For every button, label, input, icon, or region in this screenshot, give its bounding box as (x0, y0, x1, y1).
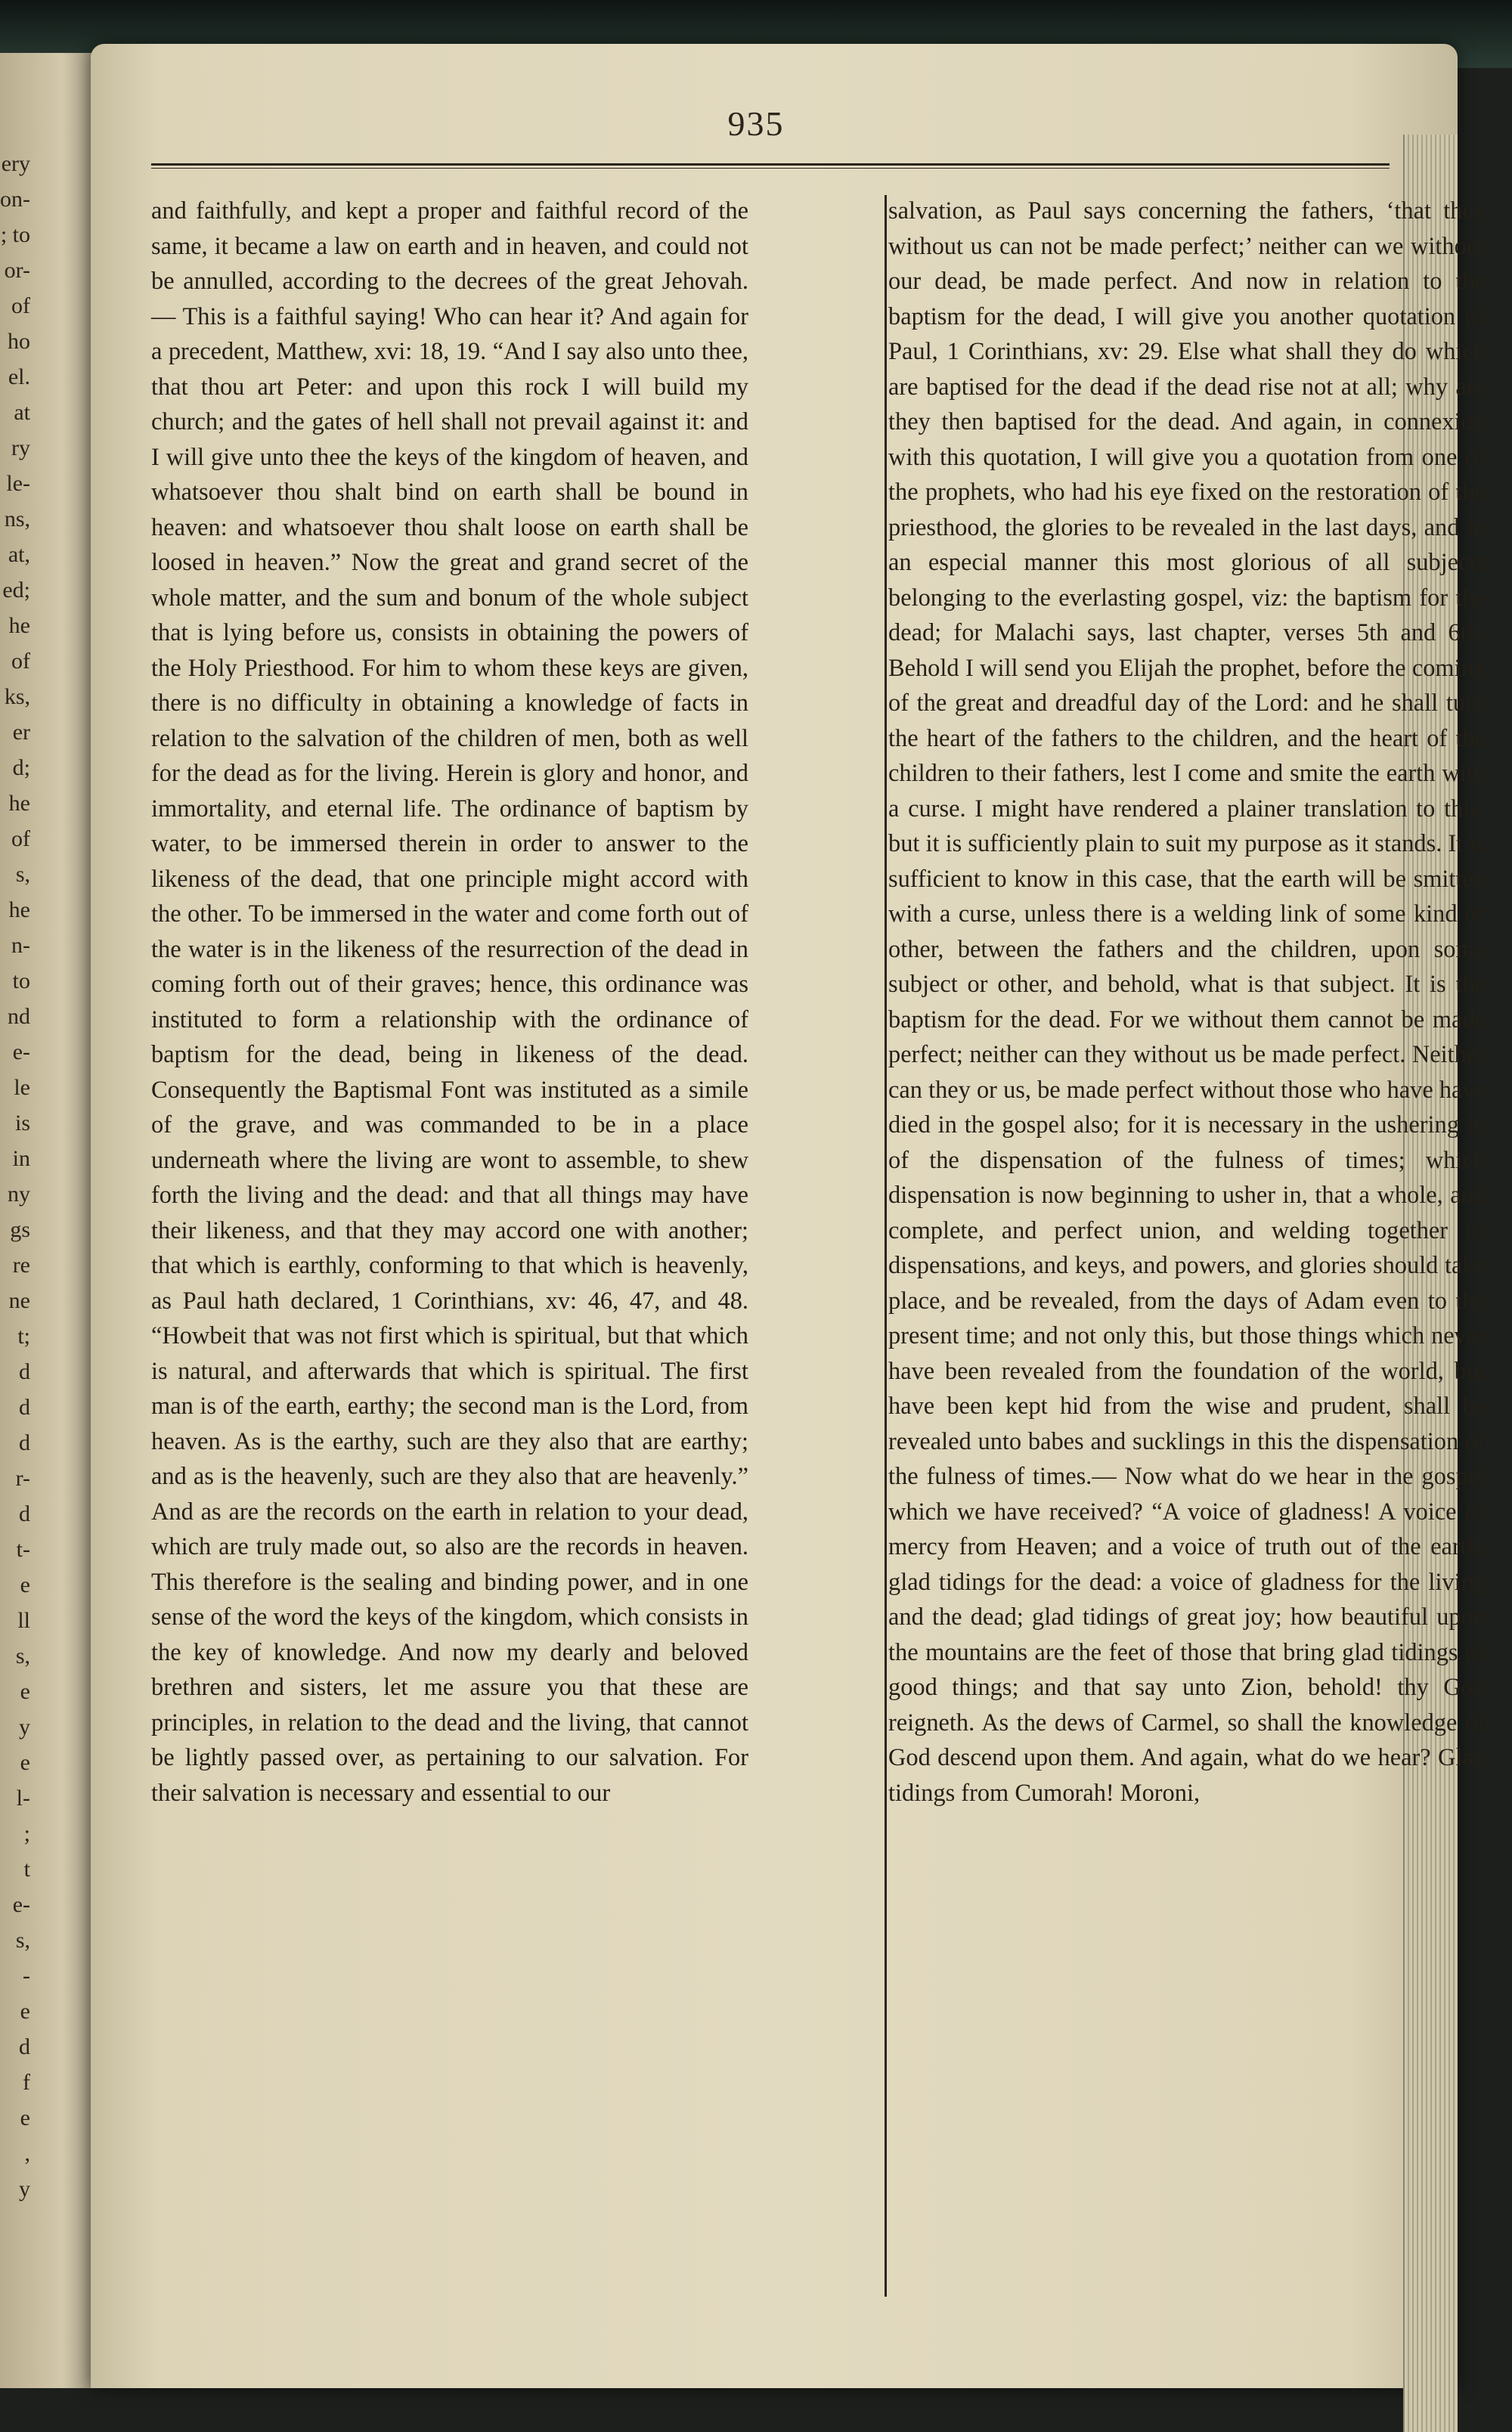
facing-page-fragment: e- (12, 1892, 30, 1917)
facing-page-fragment: at (14, 400, 30, 425)
page-number: 935 (727, 104, 785, 143)
facing-page-fragment: s, (15, 862, 30, 887)
facing-page-fragment: e (20, 2105, 30, 2130)
facing-page-fragment: e (20, 1679, 30, 1704)
header-rule (151, 163, 1390, 169)
facing-page-fragment: s, (15, 1928, 30, 1953)
facing-page-fragment: ery (1, 151, 30, 176)
left-column (151, 194, 748, 1811)
facing-page-fragment: gs (10, 1217, 30, 1242)
facing-page-fragment: ry (11, 435, 30, 460)
facing-page-fragment: - (23, 1963, 30, 1988)
facing-page-fragment: le (14, 1075, 30, 1100)
facing-page-fragment: l- (16, 1786, 30, 1811)
facing-page-fragment: he (8, 613, 30, 638)
facing-page-fragment: of (11, 293, 30, 318)
facing-page-fragment: ks, (4, 684, 30, 709)
right-column-text: salvation, as Paul says concerning the fathers, ‘that they without us can not be made perfect;’ neither can we without our dead, be made perfect. And now in relation to the baptism for the dead, I will give you another quotation of Paul, 1 Corinthians, xv: 29. Else what shall they do which are baptised for the dead if the dead rise not at all; why are they then baptised for the dead. And again, in connexion with this quotation, I will give you a quotation from one of the prophets, who had his eye fixed on the restoration of the priesthood, the glories to be revealed in the last days, and in an especial manner this most glorious of all subjects belonging to the everlasting gospel, viz: the baptism for the dead; for Malachi says, last chapter, verses 5th and 6th, Behold I will send you Elijah the prophet, before the coming of the great and dreadful day of the Lord: and he shall turn the heart of the fathers to the children, and the heart of the children to their fathers, lest I come and smite the earth with a curse. I might have rendered a plainer translation to this, but it is sufficiently plain to suit my purpose as it stands. It is sufficient to know in this case, that the earth will be smitten with a curse, unless there is a welding link of some kind or other, between the fathers and the children, upon some subject or other, and behold, what is that subject. It is the baptism for the dead. For we without them cannot be made perfect; neither can they without us be made perfect. Neither can they or us, be made perfect without those who have have died in the gospel also; for it is necessary in the ushering in of the dispensation of the fulness of times; which dispensation is now beginning to usher in, that a whole, and complete, and perfect union, and welding together of dispensations, and keys, and powers, and glories should take place, and be revealed, from the days of Adam even to the present time; and not only this, but those things which never have been revealed from the foundation of the world, but have been kept hid from the wise and prudent, shall be revealed unto babes and sucklings in this the dispensation of the fulness of times.— Now what do we hear in the gospel which we have received? “A voice of gladness! A voice of mercy from Heaven; and a voice of truth out of the earth, glad tidings for the dead: a voice of gladness for the living and the dead; glad tidings of great joy; how beautiful upon the mountains are the feet of those that bring glad tidings of good things; and that say unto Zion, behold! thy God reigneth. As the dews of Carmel, so shall the knowledge of God descend upon them. And again, what do we hear? Glad tidings from Cumorah! Moroni, (888, 197, 1486, 1807)
facing-page-fragment: ho (8, 329, 30, 354)
facing-page-fragment: le- (6, 471, 30, 496)
facing-page-fragment: n- (11, 933, 30, 958)
facing-page-fragment: is (14, 1111, 30, 1135)
facing-page-fragment: ny (8, 1182, 30, 1207)
facing-page-fragment: e (20, 1999, 30, 2024)
facing-page-fragment: ne (8, 1288, 30, 1313)
facing-page-fragment: y (19, 1715, 30, 1740)
facing-page-fragment: f (23, 2070, 30, 2095)
facing-page-fragment: d (19, 1359, 30, 1384)
facing-page-fragment: at, (8, 542, 30, 567)
facing-page-fragment: d (19, 1395, 30, 1420)
facing-page-fragment: y (19, 2176, 30, 2201)
facing-page-fragment: ll (17, 1608, 30, 1633)
facing-page-fragment: ; to (0, 222, 30, 247)
facing-page-fragment: to (12, 968, 30, 993)
facing-page-fragment: d; (12, 755, 30, 780)
facing-page-fragment: ; (23, 1821, 30, 1846)
left-column-text: and faithfully, and kept a proper and faithful record of the same, it became a law on earth and in heaven, and could not be annulled, according to the decrees of the great Jehovah.— This is a faithful saying! Who can hear it? And again for a precedent, Matthew, xvi: 18, 19. “And I say also unto thee, that thou art Peter: and upon this rock I will build my church; and the gates of hell shall not prevail against it: and I will give unto thee the keys of the kingdom of heaven, and whatsoever thou shalt bind on earth shall be bound in heaven: and whatsoever thou shalt loose on earth shall be loosed in heaven.” Now the great and grand secret of the whole matter, and the sum and bonum of the whole subject that is lying before us, consists in obtaining the powers of the Holy Priesthood. For him to whom these keys are given, there is no difficulty in obtaining a knowledge of facts in relation to the salvation of the children of men, both as well for the dead as for the living. Herein is glory and honor, and immortality, and eternal life. The ordinance of baptism by water, to be immersed therein in order to answer to the likeness of the dead, that one principle might accord with the other. To be immersed in the water and come forth out of the water is in the likeness of the resurrection of the dead in coming forth out of their graves; hence, this ordinance was instituted to form a relationship with the ordinance of baptism for the dead, being in likeness of the dead. Consequently the Baptismal Font was instituted as a simile of the grave, and was commanded to be in a place underneath where the living are wont to assemble, to shew forth the living and the dead: and that all things may have their likeness, and that they may accord one with another; that which is earthly, conforming to that which is heavenly, as Paul hath declared, 1 Corinthians, xv: 46, 47, and 48. “Howbeit that was not first which is spiritual, but that which is natural, and afterwards that which is spiritual. The first man is of the earth, earthy; the second man is the Lord, from heaven. As is the earthy, such are they also that are earthy; and as is the heavenly, such are they also that are heavenly.” And as are the records on the earth in relation to your dead, which are truly made out, so also are the records in heaven. This therefore is the sealing and binding power, and in one sense of the word the keys of the kingdom, which consists in the key of knowledge. And now my dearly and beloved brethren and sisters, let me assure you that these are principles, in relation to the dead and the living, that cannot be lightly passed over, as pertaining to our salvation. For their salvation is necessary and essential to our (151, 197, 748, 1807)
facing-page-fragment: nd (8, 1004, 30, 1029)
facing-page-fragment: e (20, 1572, 30, 1597)
facing-page-fragment: on- (0, 187, 30, 212)
facing-page-fragment: in (12, 1146, 30, 1171)
facing-page-fragment: el. (8, 364, 30, 389)
facing-page-fragment: d (19, 1501, 30, 1526)
facing-page-fragment: of (11, 826, 30, 851)
facing-page-fragment: or- (4, 258, 30, 283)
facing-page-edge (0, 53, 104, 2388)
facing-page-fragment: er (12, 720, 30, 745)
facing-page-fragment: he (8, 791, 30, 816)
facing-page-fragment: re (12, 1253, 30, 1278)
facing-page-fragment: he (8, 897, 30, 922)
facing-page-fragment: d (19, 1430, 30, 1455)
right-column (888, 194, 1486, 1811)
facing-page-fragment: , (24, 2141, 30, 2166)
facing-page-fragment: ns, (4, 507, 30, 531)
facing-page-fragment: s, (15, 1644, 30, 1668)
facing-page-fragment: t (23, 1857, 30, 1882)
facing-page-fragment: d (19, 2034, 30, 2059)
book-page (91, 44, 1486, 2388)
facing-page-fragment: r- (15, 1466, 30, 1491)
facing-page-fragment: t; (17, 1324, 30, 1349)
facing-page-fragment: t- (16, 1537, 30, 1562)
facing-page-fragment: e- (12, 1039, 30, 1064)
facing-page-fragment: ed; (2, 578, 30, 603)
facing-page-fragment: e (20, 1750, 30, 1775)
column-divider (885, 195, 887, 2297)
facing-page-fragment: of (11, 649, 30, 674)
